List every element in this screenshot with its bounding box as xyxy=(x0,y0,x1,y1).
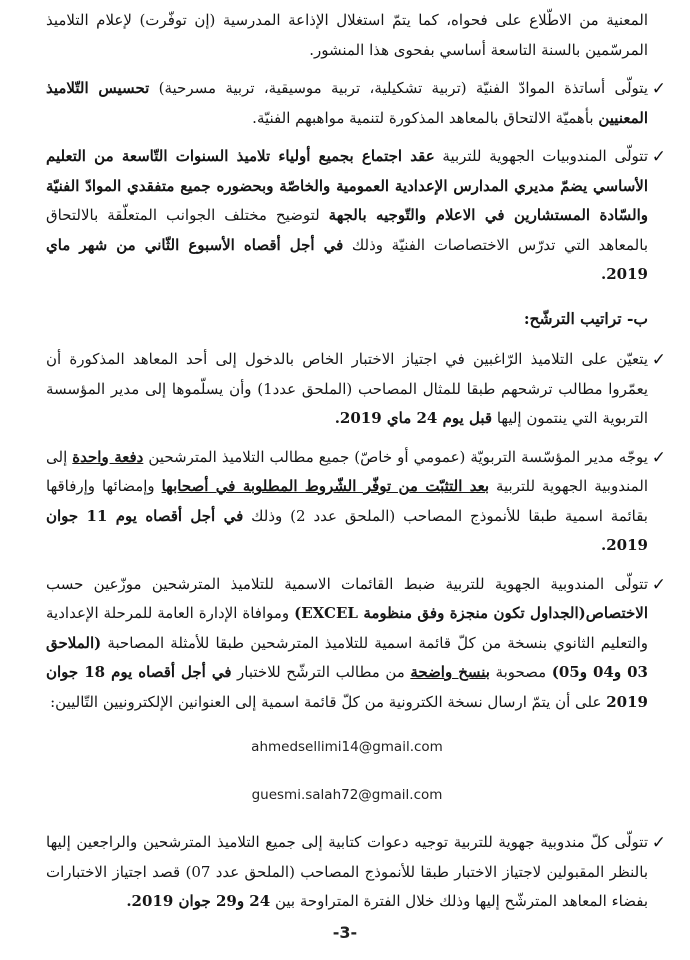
checkmark-icon: ✓ xyxy=(651,574,666,595)
bullet-paragraph-director-submission: ✓ يوجّه مدير المؤسّسة التربويّة (عمومي أو خاصّ) جميع مطالب التلاميذ المترشحين دفعة واحدة إلى المندوبية الجهوية للتربية بعد التثبّت من توفّر الشّروط المطلوبة في أصحابها وإمضائها وإرفاقها بقائمة اسمية طبقا للأنموذج المصاحب (الملحق عدد 2) وذلك في أجل أقصاه يوم 11 جوان 2019. xyxy=(46,443,648,561)
checkmark-icon: ✓ xyxy=(651,79,666,99)
bullet-paragraph-arts-teachers: ✓ يتولّى أساتذة الموادّ الفنيّة (تربية تشكيلية، تربية موسيقية، تربية مسرحية) تحسيس التّلاميذ المعنيين بأهميّة الالتحاق بالمعاهد المذكورة لتنمية مواهبهم الفنيّة. xyxy=(46,74,648,133)
bullet-paragraph-invitations: ✓ تتولّى كلّ مندوبية جهوية للتربية توجيه دعوات كتابية إلى جميع التلاميذ المترشحين والراجعين إليها بالنظر المقبولين لاجتياز الاختبار طبقا للأنموذج المصاحب (الملحق عدد 07) قصد اجتياز الاختبارات بفضاء المعاهد المترشّح إليها وذلك خلال الفترة المتراوحة بين 24 و29 جوان 2019. xyxy=(46,828,648,917)
page-number: -3- xyxy=(332,923,358,942)
checkmark-icon: ✓ xyxy=(651,833,666,853)
document-body xyxy=(46,6,666,917)
checkmark-icon: ✓ xyxy=(651,350,666,370)
bullet-paragraph-regional-lists: ✓ تتولّى المندوبية الجهوية للتربية ضبط القائمات الاسمية للتلاميذ المترشحين موزّعين حسب الاختصاص(الجداول تكون منجزة وفق منظومة EXCEL) وموافاة الإدارة العامة للمرحلة الإعدادية والتعليم الثانوي بنسخة من كلّ قائمة اسمية للتلاميذ المترشحين طبقا للأمثلة المصاحبة (الملاحق 03 و04 و05) مصحوبة بنسخ واضحة من مطالب الترشّح للاختبار في أجل أقصاه يوم 18 جوان 2019 على أن يتمّ ارسال نسخة الكترونية من كلّ قائمة اسمية إلى العنوانين الإلكترونيين التّاليين: xyxy=(46,570,648,718)
paragraph-continuation: المعنية من الاطّلاع على فحواه، كما يتمّ استغلال الإذاعة المدرسية (إن توفّرت) لإعلام التلاميذ المرسّمين بالسنة التاسعة أساسي بفحوى هذا المنشور. xyxy=(46,11,648,59)
checkmark-icon: ✓ xyxy=(651,147,666,167)
email-address-1: ahmedsellimi14@gmail.com xyxy=(251,739,443,755)
email-address-2: guesmi.salah72@gmail.com xyxy=(251,786,443,803)
bullet-paragraph-parents-meeting: ✓ تتولّى المندوبيات الجهوية للتربية عقد اجتماع بجميع أولياء تلاميذ السنوات التّاسعة من التعليم الأساسي يضمّ مديري المدارس الإعدادية العمومية والخاصّة وبحضوره جميع متفقدي الموادّ الفنيّة والسّادة المستشارين في الاعلام والتّوجيه بالجهة لتوضيح مختلف الجوانب المتعلّقة بالالتحاق بالمعاهد التي تدرّس الاختصاصات الفنيّة وذلك في أجل أقصاه الأسبوع الثّاني من شهر ماي 2019. xyxy=(46,142,648,290)
bullet-paragraph-student-applications: ✓ يتعيّن على التلاميذ الرّاغبين في اجتياز الاختبار الخاص بالدخول إلى أحد المعاهد المذكورة أن يعمّروا مطالب ترشحهم طبقا للمثال المصاحب (الملحق عدد1) وأن يسلّموها إلى مدير المؤسسة التربوية التي ينتمون إليها قبل يوم 24 ماي 2019. xyxy=(46,345,648,434)
section-heading-application: ب- تراتيب الترشّح: xyxy=(523,308,648,328)
checkmark-icon: ✓ xyxy=(651,447,666,468)
